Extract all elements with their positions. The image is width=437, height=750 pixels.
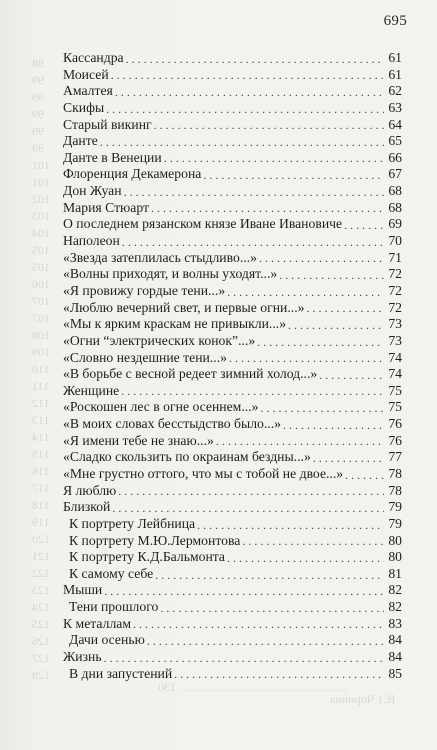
leader-dots bbox=[319, 368, 384, 383]
toc-entry-title: Моисей bbox=[63, 66, 109, 82]
toc-entry bbox=[63, 233, 402, 250]
toc-entry-title: В дни запустений bbox=[69, 665, 173, 681]
toc-entry-title: «Люблю вечерний свет, и первые огни...» bbox=[63, 299, 305, 315]
leader-dots bbox=[242, 534, 384, 549]
toc-entry bbox=[63, 449, 402, 466]
toc-entry-title: «В моих словах бесстыдство было...» bbox=[63, 416, 281, 432]
leader-dots bbox=[112, 501, 384, 516]
toc-entry bbox=[63, 283, 402, 300]
toc-entry-title: К металлам bbox=[63, 615, 132, 631]
toc-entry-page: 74 bbox=[388, 366, 402, 382]
toc-entry-page: 72 bbox=[388, 299, 402, 315]
toc-entry-page: 82 bbox=[388, 599, 402, 615]
toc-entry-title: К портрету М.Ю.Лермонтова bbox=[69, 532, 241, 548]
toc-entry bbox=[63, 333, 402, 350]
toc-entry-page: 78 bbox=[388, 466, 402, 481]
toc-entry-page: 71 bbox=[388, 249, 402, 265]
leader-dots bbox=[126, 52, 384, 67]
toc-entry bbox=[63, 133, 402, 150]
toc-entry-page: 66 bbox=[388, 149, 402, 165]
toc-entry bbox=[63, 150, 402, 167]
show-through-text: 98 99 99 99 99 99 101 101 102 103 104 105 105 106 107 107 108 109 110 111 112 113 114 115 116 117 118 119 120 121 122 123 124 125 126 127 128 …………………………………… 130 ІЄ1 Чорнина bbox=[32, 56, 396, 706]
leader-dots bbox=[345, 468, 384, 483]
toc-entry bbox=[63, 166, 402, 183]
leader-dots bbox=[203, 168, 384, 183]
toc-entry-title: Тени прошлого bbox=[69, 599, 159, 615]
toc-entry-title: Скифы bbox=[63, 99, 105, 115]
toc-entry-title: Жизнь bbox=[63, 649, 102, 665]
leader-dots bbox=[104, 651, 384, 666]
leader-dots bbox=[133, 617, 384, 632]
toc-entry-page: 79 bbox=[388, 499, 402, 515]
leader-dots bbox=[259, 251, 384, 266]
toc-entry bbox=[63, 100, 402, 117]
toc-entry-title: Дачи осенью bbox=[69, 632, 145, 648]
toc-entry bbox=[63, 300, 402, 317]
leader-dots bbox=[283, 418, 384, 433]
toc-entry bbox=[63, 466, 402, 483]
toc-entry-title: Мыши bbox=[63, 582, 103, 598]
toc-entry-title: «Волны приходят, и волны уходят...» bbox=[63, 266, 278, 282]
toc-entry-title: «Я провижу гордые тени...» bbox=[63, 282, 226, 298]
toc-entry-title: О последнем рязанском князе Иване Ивановиче bbox=[63, 216, 343, 232]
toc-entry-page: 78 bbox=[388, 482, 402, 498]
toc-entry bbox=[63, 433, 402, 450]
toc-entry-title: «Словно нездешние тени...» bbox=[63, 349, 227, 365]
leader-dots bbox=[227, 551, 384, 566]
toc-entry-title: «Мне грустно оттого, что мы с тобой не двое...» bbox=[63, 466, 344, 481]
toc-entry bbox=[63, 533, 402, 550]
toc-entry-title: Женщине bbox=[63, 382, 120, 398]
toc-entry bbox=[63, 549, 402, 566]
toc-entry-title: Данте bbox=[63, 133, 98, 149]
toc-entry bbox=[63, 183, 402, 200]
toc-entry-page: 80 bbox=[388, 549, 402, 565]
toc-entry bbox=[63, 649, 402, 666]
toc-entry-title: К портрету К.Д.Бальмонта bbox=[69, 549, 226, 565]
toc-entry-title: «Огни “электрических конок”...» bbox=[63, 332, 256, 348]
leader-dots bbox=[260, 401, 384, 416]
leader-dots bbox=[154, 118, 384, 133]
toc-entry-page: 69 bbox=[388, 216, 402, 232]
toc-entry-page: 79 bbox=[388, 515, 402, 531]
toc-entry bbox=[63, 316, 402, 333]
toc-entry bbox=[63, 566, 402, 583]
toc-entry-title: К портрету Лейбница bbox=[69, 515, 196, 531]
leader-dots bbox=[106, 102, 384, 117]
leader-dots bbox=[100, 135, 384, 150]
leader-dots bbox=[344, 218, 384, 233]
toc-entry-page: 72 bbox=[388, 282, 402, 298]
toc-entry-page: 84 bbox=[388, 649, 402, 665]
toc-entry bbox=[63, 366, 402, 383]
toc-entry bbox=[63, 516, 402, 533]
leader-dots bbox=[306, 301, 384, 316]
toc-entry-page: 65 bbox=[388, 133, 402, 149]
leader-dots bbox=[174, 667, 384, 682]
toc-entry-page: 84 bbox=[388, 632, 402, 648]
toc-entry-page: 63 bbox=[388, 99, 402, 115]
toc-entry-title: «Я имени тебе не знаю...» bbox=[63, 432, 214, 448]
leader-dots bbox=[121, 384, 384, 399]
toc-entry-page: 72 bbox=[388, 266, 402, 282]
toc-entry bbox=[63, 666, 402, 683]
table-of-contents bbox=[63, 50, 402, 682]
leader-dots bbox=[257, 335, 384, 350]
leader-dots bbox=[288, 318, 384, 333]
toc-entry-page: 70 bbox=[388, 233, 402, 249]
toc-entry-title: Я люблю bbox=[63, 482, 117, 498]
toc-entry-page: 85 bbox=[388, 665, 402, 681]
toc-entry bbox=[63, 350, 402, 367]
toc-entry bbox=[63, 50, 402, 67]
toc-entry-title: Дон Жуан bbox=[63, 183, 122, 199]
leader-dots bbox=[155, 568, 384, 583]
toc-entry bbox=[63, 599, 402, 616]
leader-dots bbox=[111, 68, 384, 83]
toc-entry-title: Кассандра bbox=[63, 49, 124, 65]
leader-dots bbox=[164, 151, 384, 166]
toc-entry-page: 75 bbox=[388, 399, 402, 415]
toc-entry bbox=[63, 616, 402, 633]
leader-dots bbox=[147, 634, 384, 649]
toc-entry-title: Старый викинг bbox=[63, 116, 152, 132]
toc-entry bbox=[63, 266, 402, 283]
leader-dots bbox=[124, 185, 384, 200]
toc-entry-page: 61 bbox=[388, 49, 402, 65]
leader-dots bbox=[160, 601, 384, 616]
toc-entry bbox=[63, 83, 402, 100]
leader-dots bbox=[151, 201, 384, 216]
toc-entry-title: «Роскошен лес в огне осеннем...» bbox=[63, 399, 259, 415]
leader-dots bbox=[279, 268, 384, 283]
toc-entry-title: «Мы к ярким краскам не привыкли...» bbox=[63, 316, 287, 332]
leader-dots bbox=[229, 351, 384, 366]
toc-entry-page: 81 bbox=[388, 565, 402, 581]
toc-entry-title: Флоренция Декамерона bbox=[63, 166, 202, 182]
toc-entry bbox=[63, 216, 402, 233]
toc-entry-title: Мария Стюарт bbox=[63, 199, 150, 215]
leader-dots bbox=[118, 484, 384, 499]
toc-entry-title: Данте в Венеции bbox=[63, 149, 162, 165]
leader-dots bbox=[216, 434, 384, 449]
toc-entry bbox=[63, 67, 402, 84]
toc-entry-page: 73 bbox=[388, 332, 402, 348]
toc-entry bbox=[63, 250, 402, 267]
toc-entry bbox=[63, 117, 402, 134]
toc-entry-title: «Звезда затеплилась стыдливо...» bbox=[63, 249, 257, 265]
toc-entry-page: 64 bbox=[388, 116, 402, 132]
toc-entry-page: 62 bbox=[388, 83, 402, 99]
toc-entry-page: 68 bbox=[388, 199, 402, 215]
leader-dots bbox=[115, 85, 384, 100]
toc-entry-page: 80 bbox=[388, 532, 402, 548]
toc-entry-page: 77 bbox=[388, 449, 402, 465]
toc-entry-page: 83 bbox=[388, 615, 402, 631]
toc-entry bbox=[63, 383, 402, 400]
toc-entry-title: Амалтея bbox=[63, 83, 113, 99]
toc-entry bbox=[63, 483, 402, 500]
leader-dots bbox=[313, 451, 384, 466]
toc-entry-page: 67 bbox=[388, 166, 402, 182]
toc-entry bbox=[63, 583, 402, 600]
toc-entry-title: Близкой bbox=[63, 499, 111, 515]
leader-dots bbox=[197, 518, 384, 533]
toc-entry-page: 75 bbox=[388, 382, 402, 398]
toc-entry-page: 82 bbox=[388, 582, 402, 598]
toc-entry-page: 68 bbox=[388, 183, 402, 199]
leader-dots bbox=[104, 584, 384, 599]
toc-entry bbox=[63, 399, 402, 416]
leader-dots bbox=[122, 235, 384, 250]
toc-entry-title: Наполеон bbox=[63, 233, 120, 249]
toc-entry bbox=[63, 499, 402, 516]
toc-entry-page: 76 bbox=[388, 432, 402, 448]
toc-entry-page: 74 bbox=[388, 349, 402, 365]
toc-entry-page: 73 bbox=[388, 316, 402, 332]
toc-entry bbox=[63, 632, 402, 649]
toc-entry-title: «В борьбе с весной редеет зимний холод...» bbox=[63, 366, 318, 382]
toc-entry-page: 76 bbox=[388, 416, 402, 432]
toc-entry bbox=[63, 416, 402, 433]
toc-entry-title: «Сладко скользить по окраинам бездны...» bbox=[63, 449, 311, 465]
page-number: 695 bbox=[383, 13, 407, 29]
toc-entry-title: К самому себе bbox=[69, 565, 154, 581]
leader-dots bbox=[227, 285, 384, 300]
toc-entry-page: 61 bbox=[388, 66, 402, 82]
toc-entry bbox=[63, 200, 402, 217]
